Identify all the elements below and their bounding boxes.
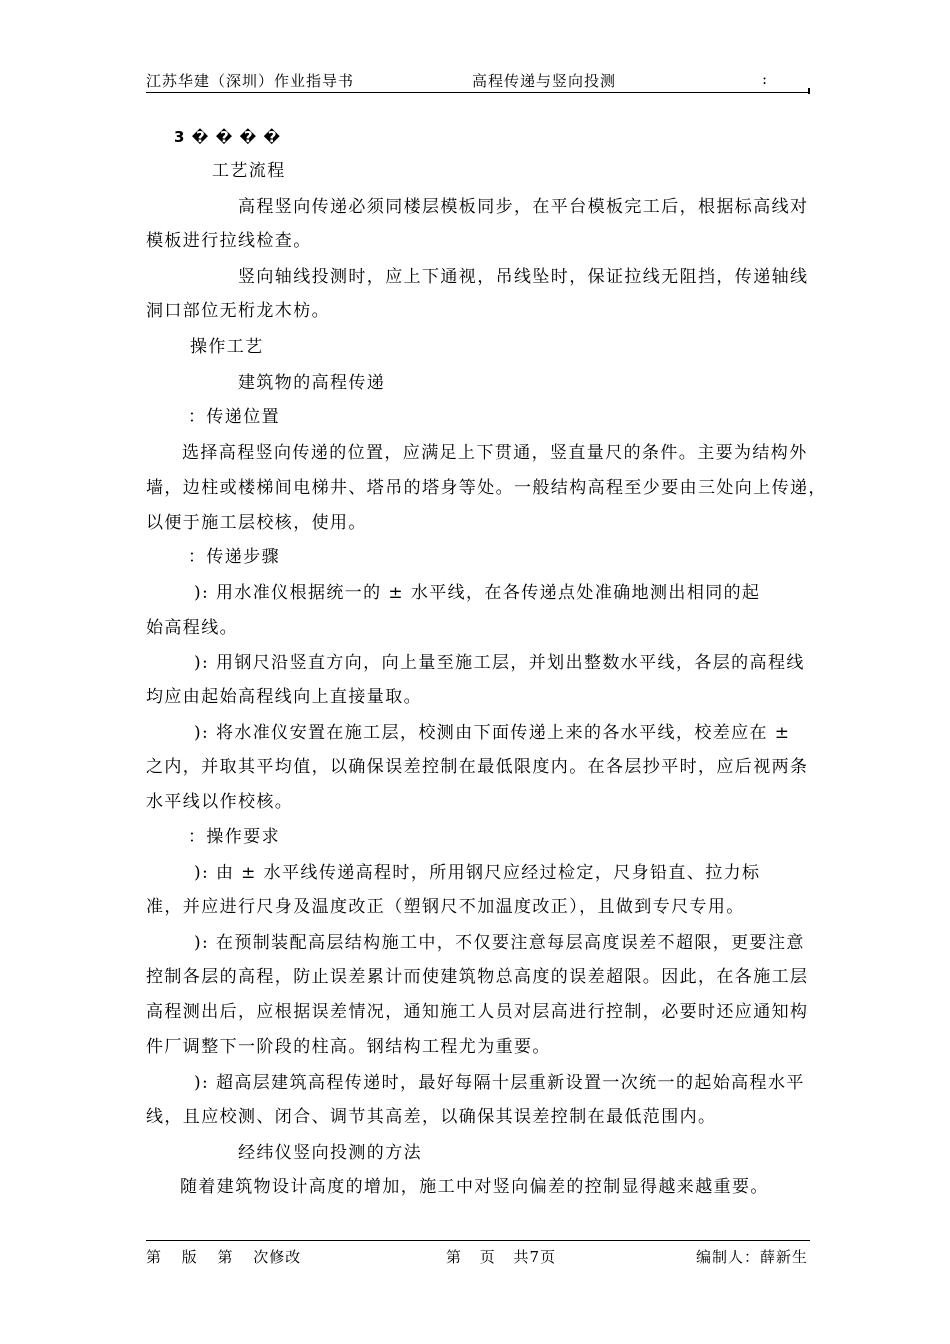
- footer-author: 编制人：薛新生: [696, 1248, 809, 1266]
- header-rule: [146, 92, 810, 93]
- paragraph-line: 洞口部位无桁龙木枋。: [146, 301, 330, 321]
- paragraph-line: 件厂调整下一阶段的柱高。钢结构工程尤为重要。: [146, 1037, 551, 1057]
- paragraph-line: 均应由起始高程线向上直接量取。: [146, 687, 422, 707]
- paragraph-line: 水平线以作校核。: [146, 792, 294, 812]
- subheading-operation-requirements: ：操作要求: [188, 827, 280, 847]
- section-number: 3 � � � �: [174, 128, 282, 146]
- paragraph-line: ): 超高层建筑高程传递时，最好每隔十层重新设置一次统一的起始高程水平: [194, 1073, 805, 1093]
- paragraph-line: ): 用水准仪根据统一的 ± 水平线，在各传递点处准确地测出相同的起: [194, 583, 761, 603]
- header-rule-end: [808, 88, 810, 94]
- subheading-transfer-steps: ：传递步骤: [188, 547, 280, 567]
- footer-revision: 第 版 第 次修改: [146, 1248, 302, 1266]
- footer-page-number: 第 页 共7页: [446, 1248, 557, 1266]
- paragraph-line: 模板进行拉线检查。: [146, 231, 312, 251]
- paragraph-line: 线，且应校测、闭合、调节其高差，以确保其误差控制在最低范围内。: [146, 1107, 717, 1127]
- heading-operation: 操作工艺: [190, 337, 264, 357]
- heading-elevation-transfer: 建筑物的高程传递: [238, 373, 386, 393]
- paragraph-line: ): 将水准仪安置在施工层，校测由下面传递上来的各水平线，校差应在 ±: [194, 723, 791, 743]
- heading-process-flow: 工艺流程: [212, 161, 286, 181]
- paragraph-line: ): 在预制装配高层结构施工中，不仅要注意每层高度误差不超限，更要注意: [194, 933, 805, 953]
- paragraph-line: 之内，并取其平均值，以确保误差控制在最低限度内。在各层抄平时，应后视两条: [146, 757, 809, 777]
- paragraph-line: ): 用钢尺沿竖直方向，向上量至施工层，并划出整数水平线，各层的高程线: [194, 653, 805, 673]
- paragraph-line: 选择高程竖向传递的位置，应满足上下贯通，竖直量尺的条件。主要为结构外: [182, 443, 808, 463]
- subheading-transfer-position: ：传递位置: [188, 407, 280, 427]
- paragraph-line: 控制各层的高程，防止误差累计而使建筑物总高度的误差超限。因此，在各施工层: [146, 967, 809, 987]
- paragraph-line: 准，并应进行尺身及温度改正（塑钢尺不加温度改正），且做到专尺专用。: [146, 897, 745, 917]
- paragraph-line: 高程测出后，应根据误差情况，通知施工人员对层高进行控制，必要时还应通知构: [146, 1002, 809, 1022]
- header-company: 江苏华建（深圳）作业指导书: [146, 72, 355, 90]
- paragraph-line: 始高程线。: [146, 618, 238, 638]
- paragraph-line: 墙，边柱或楼梯间电梯井、塔吊的塔身等处。一般结构高程至少要由三处向上传递，: [146, 478, 827, 498]
- header-doc-number: :: [762, 70, 769, 88]
- paragraph-line: 以便于施工层校核，使用。: [146, 513, 367, 533]
- header-title: 高程传递与竖向投测: [472, 72, 617, 90]
- paragraph-line: 竖向轴线投测时，应上下通视，吊线坠时，保证拉线无阻挡，传递轴线: [238, 267, 809, 287]
- paragraph-line: 高程竖向传递必须同楼层模板同步，在平台模板完工后，根据标高线对: [238, 197, 809, 217]
- heading-theodolite-method: 经纬仪竖向投测的方法: [238, 1143, 422, 1163]
- paragraph-line: ): 由 ± 水平线传递高程时，所用钢尺应经过检定，尺身铅直、拉力标: [194, 863, 761, 883]
- footer-rule: [146, 1240, 810, 1241]
- paragraph-line: 随着建筑物设计高度的增加，施工中对竖向偏差的控制显得越来越重要。: [180, 1177, 769, 1197]
